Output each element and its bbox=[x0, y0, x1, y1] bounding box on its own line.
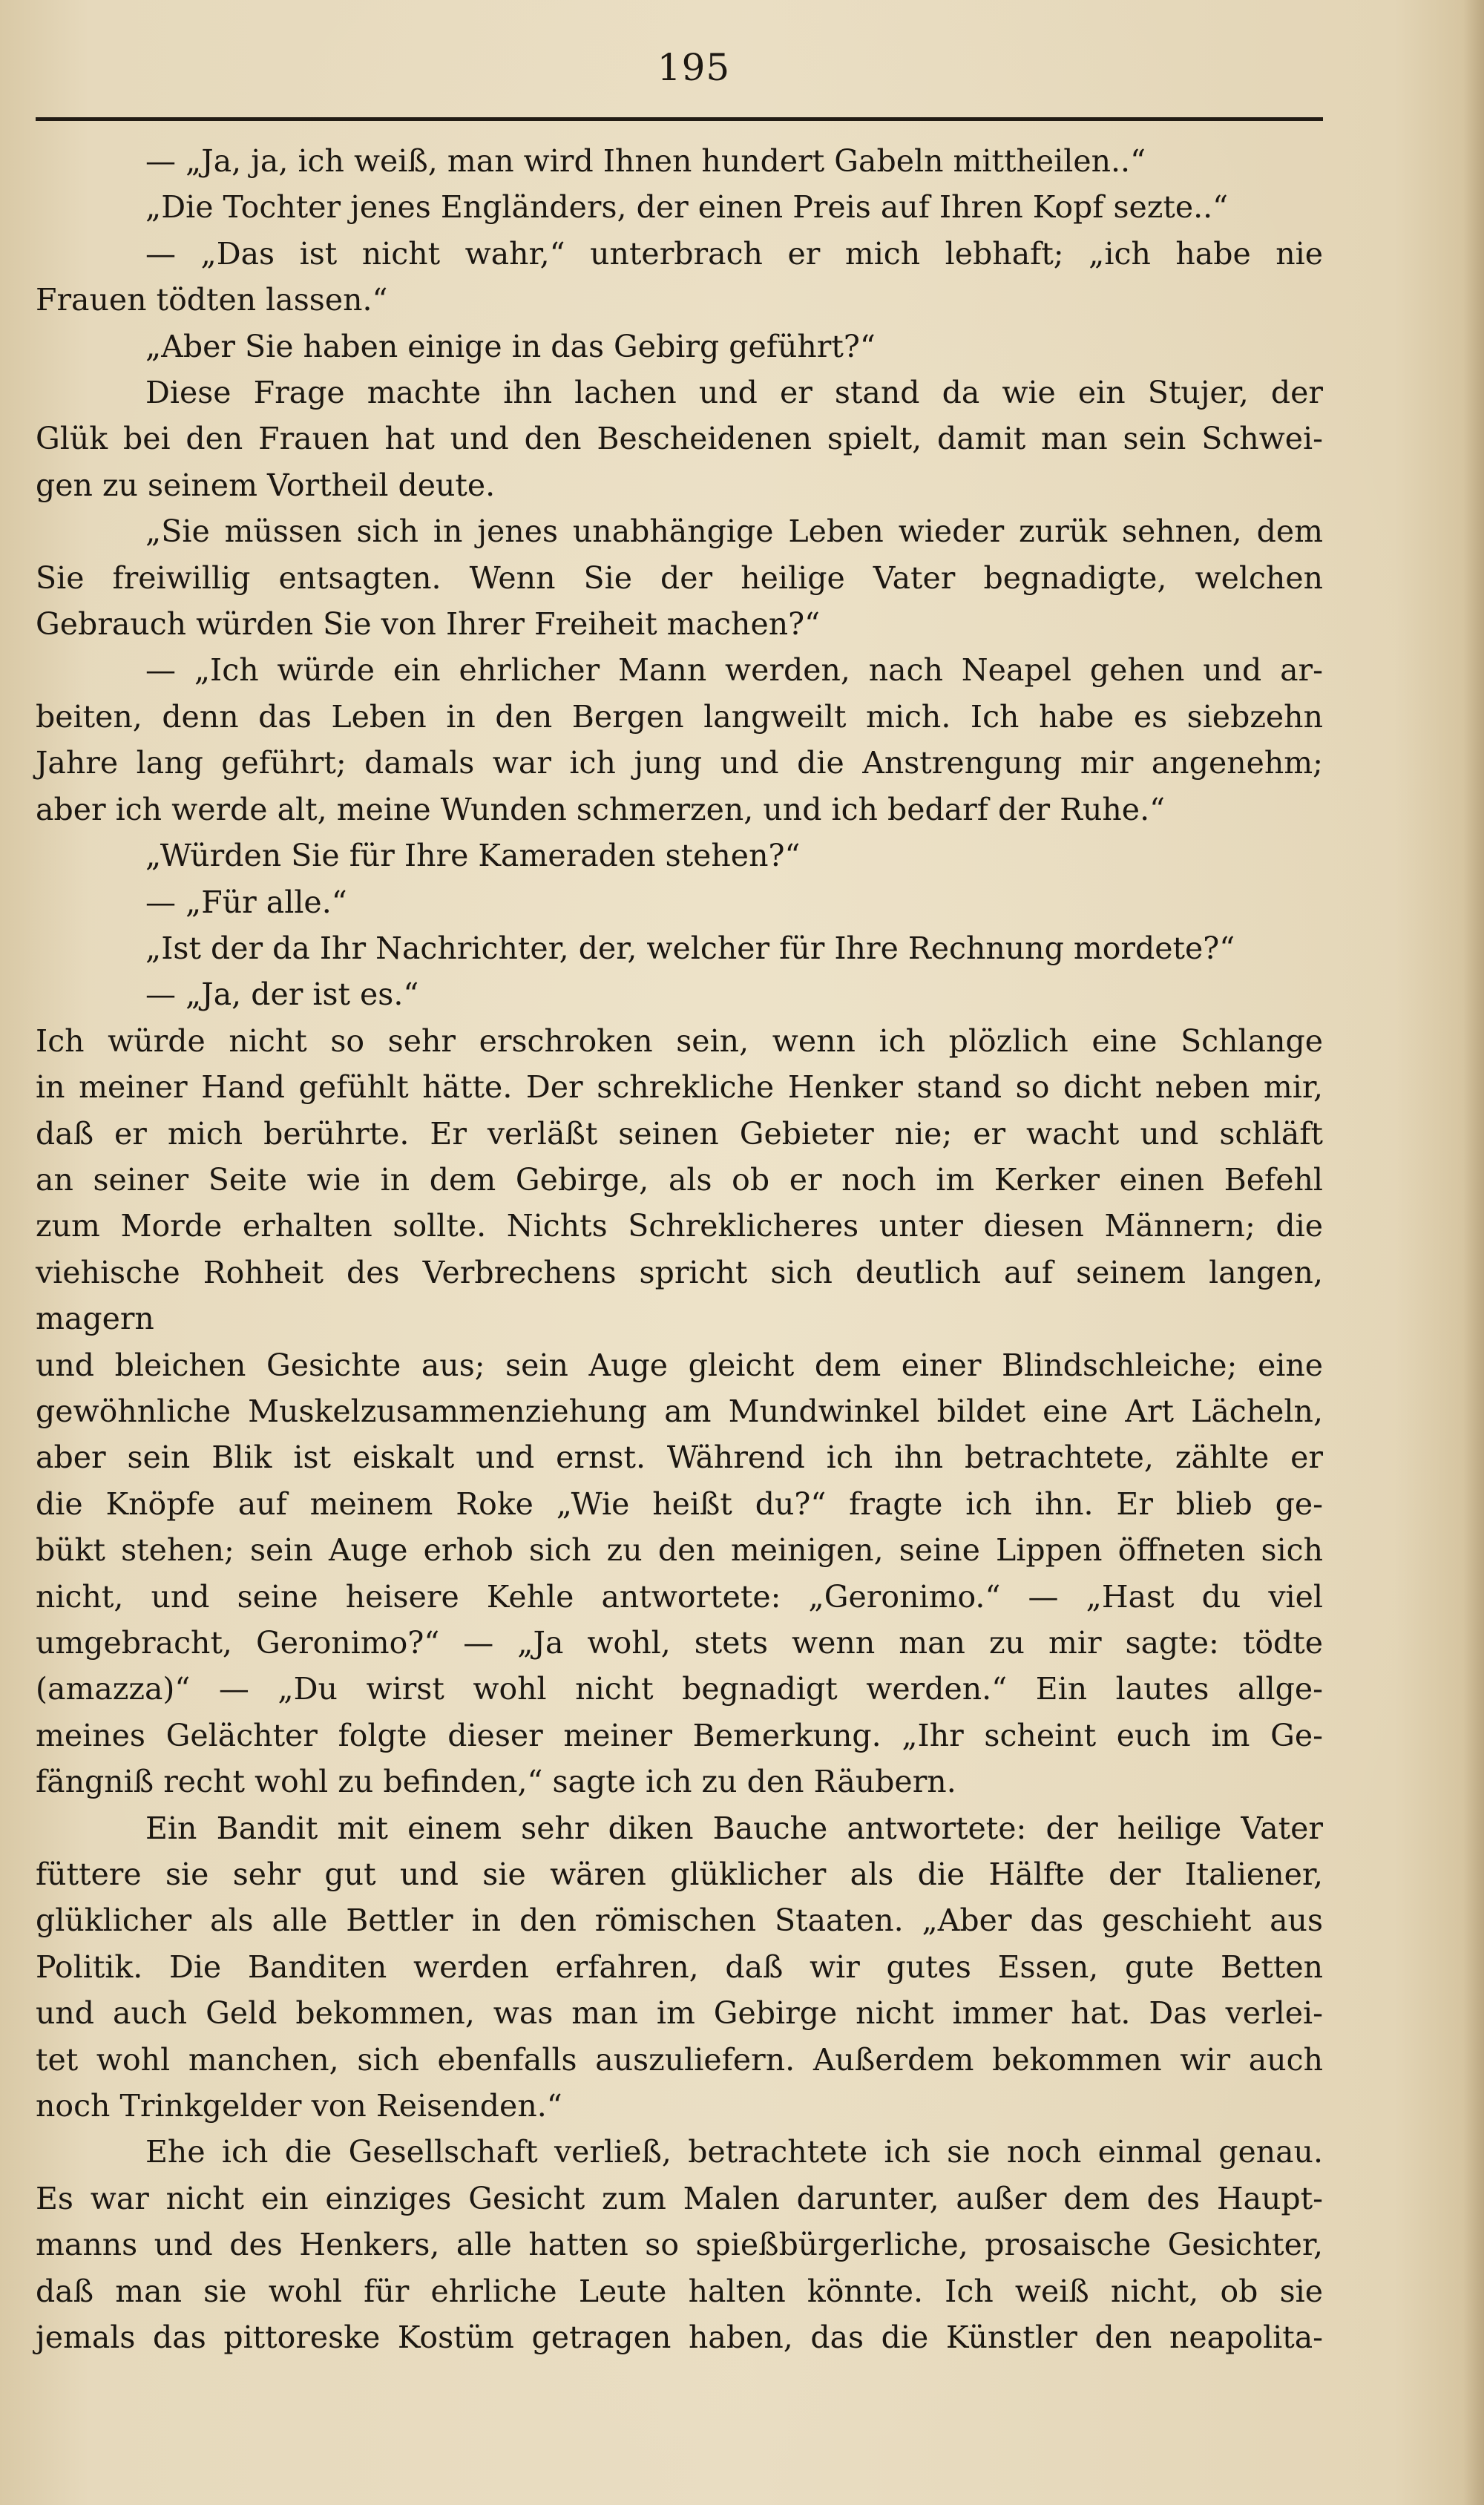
text-line: Jahre lang geführt; damals war ich jung und die Anstrengung mir angenehm; bbox=[36, 745, 1323, 781]
text-line: Ich würde nicht so sehr erschroken sein, wenn ich plözlich eine Schlange bbox=[36, 1022, 1323, 1059]
text-line: und bleichen Gesichte aus; sein Auge gleicht dem einer Blindschleiche; eine bbox=[36, 1347, 1323, 1383]
text-line: Diese Frage machte ihn lachen und er stand da wie ein Stujer, der bbox=[145, 375, 1323, 411]
body-text bbox=[36, 138, 1323, 2361]
text-line: jemals das pittoreske Kostüm getragen haben, das die Künstler den neapolita- bbox=[36, 2319, 1323, 2356]
text-line: gen zu seinem Vortheil deute. bbox=[36, 467, 496, 503]
text-line: „Würden Sie für Ihre Kameraden stehen?“ bbox=[145, 838, 801, 874]
text-line: glüklicher als alle Bettler in den römischen Staaten. „Aber das geschieht aus bbox=[36, 1902, 1323, 1939]
page-number: 195 bbox=[657, 46, 731, 89]
text-line: Frauen tödten lassen.“ bbox=[36, 282, 388, 318]
text-line: beiten, denn das Leben in den Bergen langweilt mich. Ich habe es siebzehn bbox=[36, 698, 1323, 735]
text-line: füttere sie sehr gut und sie wären glüklicher als die Hälfte der Italiener, bbox=[36, 1856, 1323, 1893]
text-line: viehische Rohheit des Verbrechens spricht sich deutlich auf seinem langen, magern bbox=[36, 1254, 1323, 1337]
text-line: gewöhnliche Muskelzusammenziehung am Mundwinkel bildet eine Art Lächeln, bbox=[36, 1393, 1323, 1429]
text-line: umgebracht, Geronimo?“ — „Ja wohl, stets wenn man zu mir sagte: tödte bbox=[36, 1625, 1323, 1661]
text-line: — „Ja, ja, ich weiß, man wird Ihnen hundert Gabeln mittheilen..“ bbox=[145, 143, 1146, 179]
text-line: meines Gelächter folgte dieser meiner Bemerkung. „Ihr scheint euch im Ge- bbox=[36, 1717, 1323, 1753]
text-line: Ein Bandit mit einem sehr diken Bauche antwortete: der heilige Vater bbox=[145, 1810, 1323, 1846]
text-line: aber ich werde alt, meine Wunden schmerzen, und ich bedarf der Ruhe.“ bbox=[36, 791, 1166, 827]
text-line: bükt stehen; sein Auge erhob sich zu den meinigen, seine Lippen öffneten sich bbox=[36, 1532, 1323, 1569]
text-line: Gebrauch würden Sie von Ihrer Freiheit machen?“ bbox=[36, 606, 821, 643]
text-line: Glük bei den Frauen hat und den Bescheidenen spielt, damit man sein Schwei- bbox=[36, 421, 1323, 457]
text-line: fängniß recht wohl zu befinden,“ sagte ich zu den Räubern. bbox=[36, 1764, 956, 1800]
text-line: aber sein Blik ist eiskalt und ernst. Während ich ihn betrachtete, zählte er bbox=[36, 1439, 1323, 1476]
text-line: an seiner Seite wie in dem Gebirge, als ob er noch im Kerker einen Befehl bbox=[36, 1161, 1323, 1198]
text-line: „Die Tochter jenes Engländers, der einen Preis auf Ihren Kopf sezte..“ bbox=[145, 189, 1229, 226]
text-line: Es war nicht ein einziges Gesicht zum Malen darunter, außer dem des Haupt- bbox=[36, 2180, 1323, 2216]
text-line: — „Das ist nicht wahr,“ unterbrach er mich lebhaft; „ich habe nie bbox=[145, 235, 1323, 272]
text-line: daß er mich berührte. Er verläßt seinen Gebieter nie; er wacht und schläft bbox=[36, 1115, 1323, 1152]
text-line: Sie freiwillig entsagten. Wenn Sie der heilige Vater begnadigte, welchen bbox=[36, 559, 1323, 596]
text-line: — „Ich würde ein ehrlicher Mann werden, nach Neapel gehen und ar- bbox=[145, 652, 1323, 689]
text-line: „Aber Sie haben einige in das Gebirg geführt?“ bbox=[145, 328, 876, 364]
text-line: — „Ja, der ist es.“ bbox=[145, 976, 419, 1013]
page-edge-shadow bbox=[1463, 0, 1484, 2505]
text-line: in meiner Hand gefühlt hätte. Der schrekliche Henker stand so dicht neben mir, bbox=[36, 1069, 1323, 1106]
text-line: und auch Geld bekommen, was man im Gebirge nicht immer hat. Das verlei- bbox=[36, 1995, 1323, 2032]
text-line: (amazza)“ — „Du wirst wohl nicht begnadigt werden.“ Ein lautes allge- bbox=[36, 1671, 1323, 1707]
text-line: „Ist der da Ihr Nachrichter, der, welcher für Ihre Rechnung mordete?“ bbox=[145, 930, 1235, 966]
text-line: die Knöpfe auf meinem Roke „Wie heißt du?“ fragte ich ihn. Er blieb ge- bbox=[36, 1485, 1323, 1522]
header-rule bbox=[36, 117, 1323, 121]
text-line: noch Trinkgelder von Reisenden.“ bbox=[36, 2088, 562, 2124]
text-line: nicht, und seine heisere Kehle antwortete: „Geronimo.“ — „Hast du viel bbox=[36, 1578, 1323, 1615]
text-line: — „Für alle.“ bbox=[145, 884, 347, 920]
text-line: tet wohl manchen, sich ebenfalls auszuliefern. Außerdem bekommen wir auch bbox=[36, 2041, 1323, 2078]
text-line: daß man sie wohl für ehrliche Leute halten könnte. Ich weiß nicht, ob sie bbox=[36, 2273, 1323, 2309]
text-line: Politik. Die Banditen werden erfahren, daß wir gutes Essen, gute Betten bbox=[36, 1948, 1323, 1985]
text-line: „Sie müssen sich in jenes unabhängige Leben wieder zurük sehnen, dem bbox=[145, 513, 1323, 550]
text-line: Ehe ich die Gesellschaft verließ, betrachtete ich sie noch einmal genau. bbox=[145, 2134, 1323, 2170]
text-line: manns und des Henkers, alle hatten so spießbürgerliche, prosaische Gesichter, bbox=[36, 2227, 1323, 2263]
text-line: zum Morde erhalten sollte. Nichts Schreklicheres unter diesen Männern; die bbox=[36, 1208, 1323, 1244]
